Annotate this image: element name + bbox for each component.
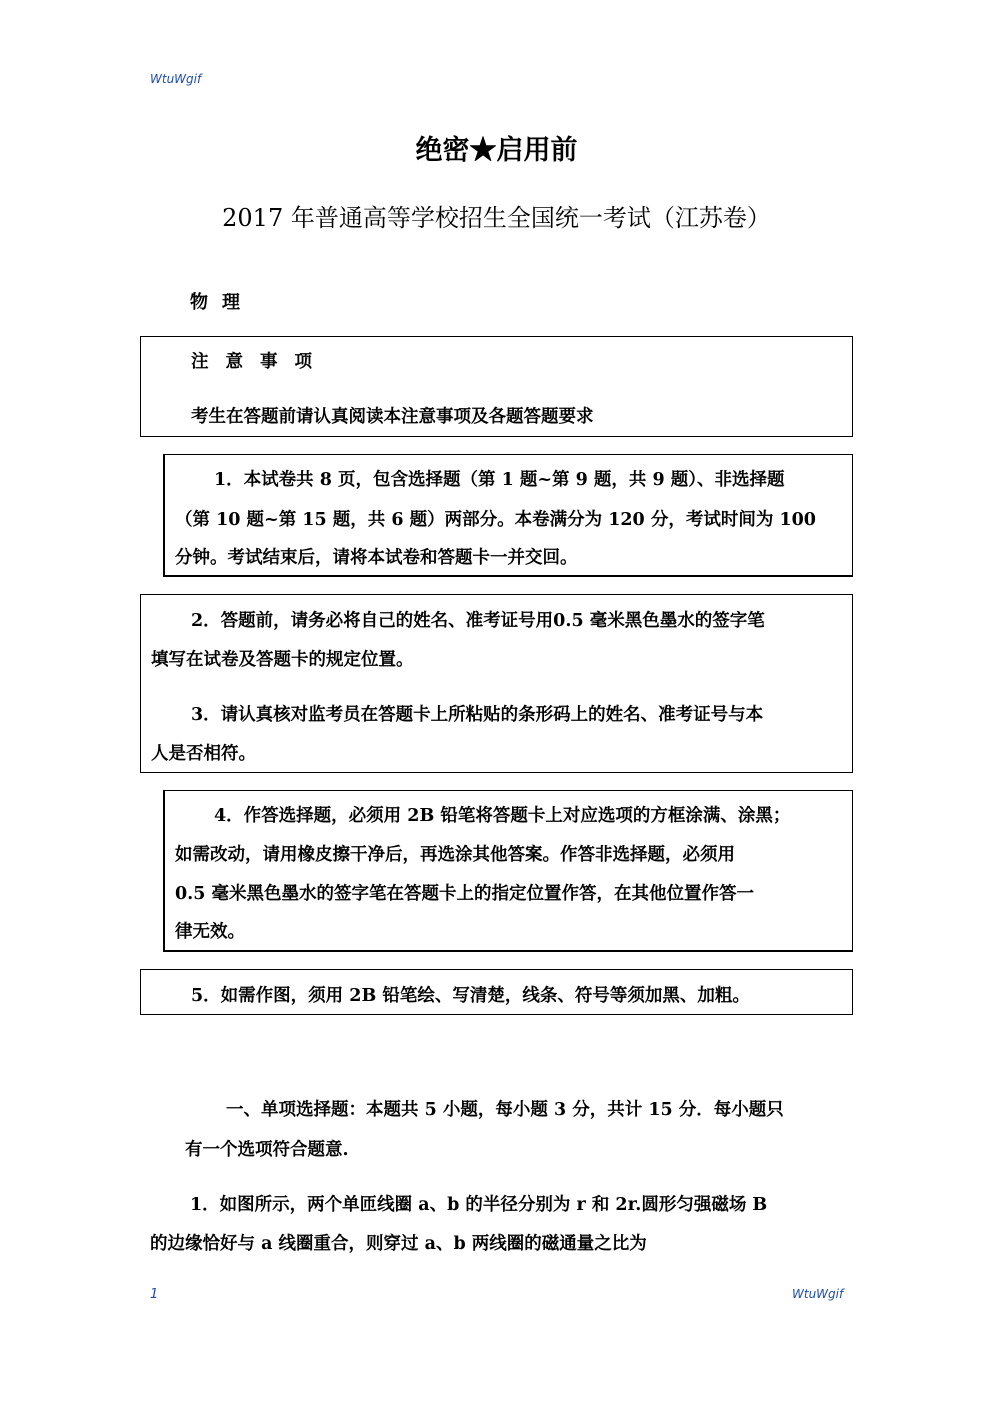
notice-heading: 注意事项 [191, 352, 329, 372]
section-one-line-1: 一、单项选择题：本题共 5 小题，每小题 3 分，共计 15 分．每小题只 [226, 1100, 784, 1120]
instruction-box-1 [163, 454, 853, 577]
page-number: 1 [150, 1287, 159, 1302]
header-watermark: WtuWgif [150, 72, 202, 86]
instruction-4-line-1: 4．作答选择题，必须用 2B 铅笔将答题卡上对应选项的方框涂满、涂黑； [214, 806, 791, 826]
instruction-box-4 [163, 790, 853, 952]
instruction-2-line-1: 2．答题前，请务必将自己的姓名、准考证号用0.5 毫米黑色墨水的签字笔 [191, 611, 765, 631]
notice-subheading: 考生在答题前请认真阅读本注意事项及各题答题要求 [191, 407, 594, 427]
instruction-4-line-3: 0.5 毫米黑色墨水的签字笔在答题卡上的指定位置作答，在其他位置作答一 [175, 884, 755, 904]
classification-title: 绝密★启用前 [415, 135, 578, 166]
instruction-box-2-3 [140, 594, 853, 773]
instruction-1-line-1: 1．本试卷共 8 页，包含选择题（第 1 题~第 9 题，共 9 题）、非选择题 [214, 470, 785, 490]
exam-title: 2017 年普通高等学校招生全国统一考试（江苏卷） [222, 204, 771, 232]
question-1-line-1: 1．如图所示，两个单匝线圈 a、b 的半径分别为 r 和 2r.圆形匀强磁场 B [190, 1195, 768, 1215]
instruction-3-line-1: 3．请认真核对监考员在答题卡上所粘贴的条形码上的姓名、准考证号与本 [191, 705, 764, 725]
question-1-line-2: 的边缘恰好与 a 线圈重合，则穿过 a、b 两线圈的磁通量之比为 [150, 1234, 647, 1254]
notice-box [140, 336, 853, 437]
section-one-line-2: 有一个选项符合题意. [185, 1140, 349, 1160]
instruction-4-line-4: 律无效。 [175, 922, 245, 942]
instruction-2-line-2: 填写在试卷及答题卡的规定位置。 [151, 650, 414, 670]
instruction-1-line-3: 分钟。考试结束后，请将本试卷和答题卡一并交回。 [175, 548, 578, 568]
footer-watermark: WtuWgif [792, 1287, 844, 1301]
instruction-box-5 [140, 969, 853, 1015]
instruction-4-line-2: 如需改动，请用橡皮擦干净后，再选涂其他答案。作答非选择题，必须用 [175, 845, 735, 865]
instruction-5-line-1: 5．如需作图，须用 2B 铅笔绘、写清楚，线条、符号等须加黑、加粗。 [191, 986, 750, 1006]
instruction-3-line-2: 人是否相符。 [151, 744, 256, 764]
subject-label: 物理 [190, 292, 254, 313]
instruction-1-line-2: （第 10 题~第 15 题，共 6 题）两部分。本卷满分为 120 分，考试时间为 100 [175, 510, 816, 530]
